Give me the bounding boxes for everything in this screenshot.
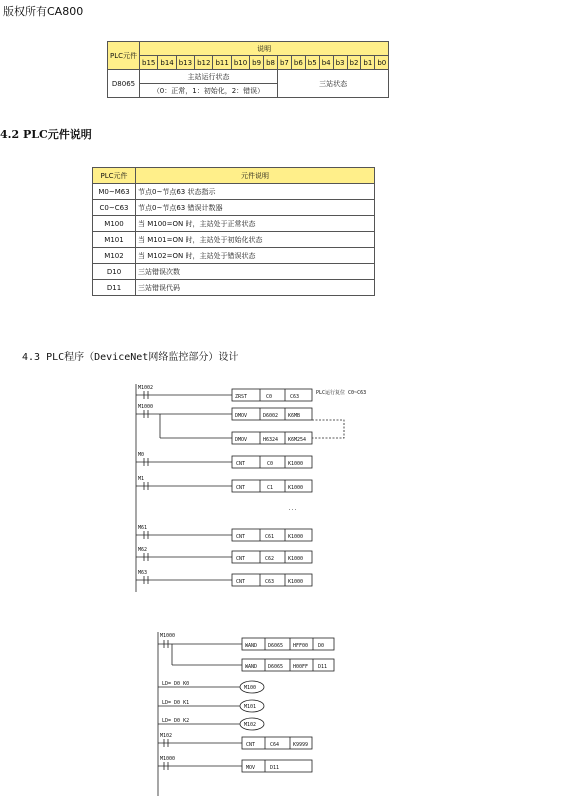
contact-label: M1002 (138, 385, 154, 391)
ladder-diagram-1 (130, 380, 380, 595)
compare-instr: LD= D0 K0 (162, 681, 190, 687)
bit-table (107, 41, 389, 98)
table-row-plc: M0~M63 (93, 184, 136, 200)
coil-label: M100 (244, 685, 257, 691)
bit-cell: b8 (264, 56, 278, 70)
instr-op: CNT (236, 556, 246, 562)
bit-cell: b12 (195, 56, 213, 70)
bit-cell: b2 (347, 56, 361, 70)
high-desc-2: （0：正常，1：初始化，2：错误） (140, 84, 278, 98)
instr-op: MOV (246, 765, 256, 771)
instr-arg: D6002 (263, 413, 279, 419)
instr-arg: C63 (290, 394, 300, 400)
bit-cell: b10 (231, 56, 249, 70)
instr-op: CNT (236, 534, 246, 540)
bit-cell: b11 (213, 56, 231, 70)
instr-arg: H00FF (293, 664, 309, 670)
table-row-desc: 节点0~节点63 错误计数器 (136, 200, 375, 216)
instr-arg: K1000 (288, 485, 304, 491)
section-title: 4.2 PLC元件说明 (0, 128, 92, 141)
instr-arg: D0 (318, 643, 325, 649)
instr-arg: H6324 (263, 437, 279, 443)
table-row-desc: 当 M102=ON 时，主站处于错误状态 (136, 248, 375, 264)
instr-arg: K9999 (293, 742, 309, 748)
instr-arg: D11 (270, 765, 280, 771)
instr-arg: C63 (265, 579, 275, 585)
instr-arg: C61 (265, 534, 275, 540)
ladder-diagram-2 (150, 628, 360, 798)
table-row-plc: M102 (93, 248, 136, 264)
section3-title: 4.3 PLC程序（DeviceNet网络监控部分）设计 (22, 352, 239, 363)
instr-op: CNT (246, 742, 256, 748)
table-row-desc: 当 M100=ON 时，主站处于正常状态 (136, 216, 375, 232)
contact-label: M0 (138, 452, 145, 458)
bit-cell: b13 (176, 56, 194, 70)
table-row-plc: D11 (93, 280, 136, 296)
instr-arg: K1000 (288, 461, 304, 467)
bit-cell: b7 (277, 56, 291, 70)
element-table (92, 167, 375, 296)
col-plc: PLC元件 (108, 42, 140, 70)
instr-arg: C0 (267, 461, 274, 467)
table-row-plc: C0~C63 (93, 200, 136, 216)
instr-arg: K1000 (288, 556, 304, 562)
contact-label: M61 (138, 525, 148, 531)
col-plc: PLC元件 (93, 168, 136, 184)
instr-arg: K6MB (288, 413, 301, 419)
instr-op: CNT (236, 485, 246, 491)
col-desc: 元件说明 (136, 168, 375, 184)
bit-cell: b4 (319, 56, 333, 70)
bit-cell: b3 (333, 56, 347, 70)
contact-label: M1000 (138, 404, 154, 410)
contact-label: M1000 (160, 633, 176, 639)
compare-instr: LD= D0 K1 (162, 700, 190, 706)
instr-arg: C1 (267, 485, 274, 491)
instr-op: CNT (236, 579, 246, 585)
high-desc: 主站运行状态 (140, 70, 278, 84)
rung-note: PLC运行复位 C0~C63 (316, 390, 367, 396)
bit-cell: b15 (140, 56, 158, 70)
instr-op: DMOV (235, 437, 248, 443)
table-row-plc: M101 (93, 232, 136, 248)
coil-label: M102 (244, 722, 257, 728)
instr-arg: D11 (318, 664, 328, 670)
instr-arg: C64 (270, 742, 280, 748)
compare-instr: LD= D0 K2 (162, 718, 190, 724)
bit-cell: b5 (305, 56, 319, 70)
instr-op: ZRST (235, 394, 248, 400)
ellipsis: ... (288, 506, 298, 512)
table-row-desc: 节点0~节点63 状态指示 (136, 184, 375, 200)
contact-label: M1 (138, 476, 145, 482)
low-desc: 三站状态 (277, 70, 388, 98)
instr-arg: K1000 (288, 534, 304, 540)
contact-label: M102 (160, 733, 173, 739)
instr-arg: C0 (266, 394, 273, 400)
row-plc: D8065 (108, 70, 140, 98)
instr-arg: D6065 (268, 643, 284, 649)
instr-arg: D6065 (268, 664, 284, 670)
coil-label: M101 (244, 704, 257, 710)
bit-cell: b9 (250, 56, 264, 70)
instr-op: WAND (245, 643, 258, 649)
table-row-desc: 三站错误次数 (136, 264, 375, 280)
contact-label: M1000 (160, 756, 176, 762)
contact-label: M62 (138, 547, 148, 553)
table-row-plc: D10 (93, 264, 136, 280)
bit-cell: b0 (375, 56, 389, 70)
table-row-desc: 三站错误代码 (136, 280, 375, 296)
contact-label: M63 (138, 570, 148, 576)
bit-cell: b1 (361, 56, 375, 70)
instr-arg: C62 (265, 556, 275, 562)
instr-arg: K1000 (288, 579, 304, 585)
page-header: 版权所有CA800 (3, 5, 84, 18)
table-row-desc: 当 M101=ON 时，主站处于初始化状态 (136, 232, 375, 248)
instr-op: DMOV (235, 413, 248, 419)
instr-op: WAND (245, 664, 258, 670)
instr-arg: HFF00 (293, 643, 309, 649)
instr-arg: K6M254 (288, 437, 307, 443)
bit-cell: b14 (158, 56, 176, 70)
bit-cell: b6 (291, 56, 305, 70)
instr-op: CNT (236, 461, 246, 467)
table-row-plc: M100 (93, 216, 136, 232)
col-desc: 说明 (140, 42, 389, 56)
